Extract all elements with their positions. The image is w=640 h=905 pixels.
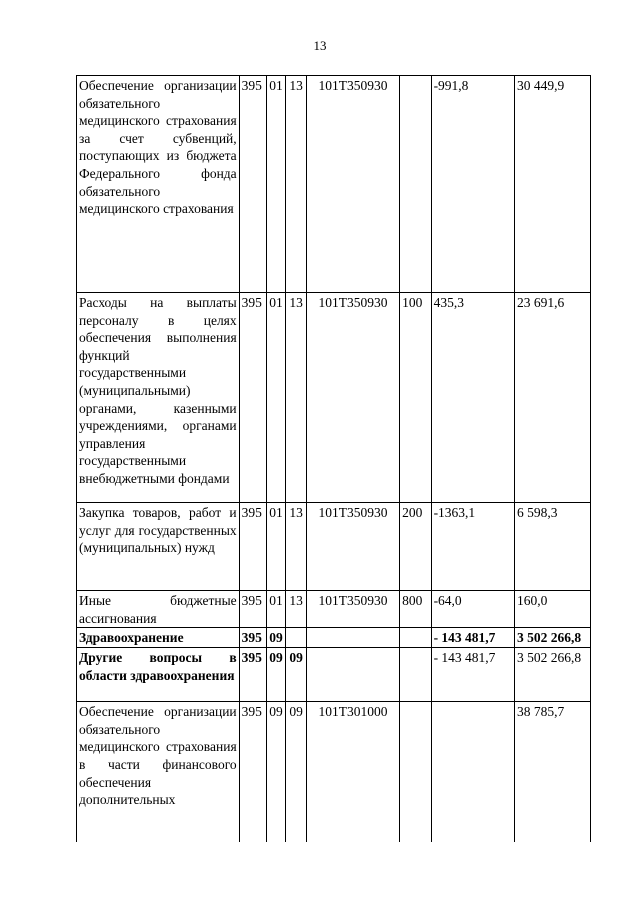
change-amount-cell: - 143 481,7 (431, 648, 514, 702)
row-name-cell: Закупка товаров, работ и услуг для государственных (муниципальных) нужд (77, 503, 240, 591)
expense-type-cell (400, 628, 431, 648)
total-amount-cell: 160,0 (515, 591, 591, 628)
target-article-cell (306, 648, 399, 702)
table-row (77, 628, 591, 648)
total-amount-cell: 3 502 266,8 (515, 648, 591, 702)
subsection-cell: 09 (286, 648, 307, 702)
total-amount-cell: 30 449,9 (515, 76, 591, 293)
change-amount-cell (431, 702, 514, 842)
subsection-cell: 09 (286, 702, 307, 842)
change-amount-cell: - 143 481,7 (431, 628, 514, 648)
subsection-cell: 13 (286, 591, 307, 628)
target-article-cell: 101Т350930 (306, 591, 399, 628)
target-article-cell: 101Т350930 (306, 76, 399, 293)
table-row (77, 76, 591, 293)
change-amount-cell: -1363,1 (431, 503, 514, 591)
grbs-cell: 395 (239, 293, 266, 503)
grbs-cell: 395 (239, 591, 266, 628)
section-cell: 09 (266, 648, 286, 702)
section-cell: 01 (266, 76, 286, 293)
section-cell: 09 (266, 702, 286, 842)
section-cell: 01 (266, 591, 286, 628)
subsection-cell: 13 (286, 293, 307, 503)
row-name-cell: Обеспечение организации обязательного медицинского страхования в части финансового обеспечения дополнительных (77, 702, 240, 842)
expense-type-cell: 200 (400, 503, 431, 591)
change-amount-cell: -991,8 (431, 76, 514, 293)
row-name-cell: Здравоохранение (77, 628, 240, 648)
subsection-cell (286, 628, 307, 648)
row-name-cell: Расходы на выплаты персоналу в целях обеспечения выполнения функций государственными (муниципальными) органами, казенными учреждениями, органами управления государственными внебюджетными фондами (77, 293, 240, 503)
total-amount-cell: 38 785,7 (515, 702, 591, 842)
total-amount-cell: 3 502 266,8 (515, 628, 591, 648)
total-amount-cell: 23 691,6 (515, 293, 591, 503)
grbs-cell: 395 (239, 76, 266, 293)
grbs-cell: 395 (239, 648, 266, 702)
row-name-cell: Иные бюджетные ассигнования (77, 591, 240, 628)
table-row (77, 648, 591, 702)
change-amount-cell: -64,0 (431, 591, 514, 628)
target-article-cell (306, 628, 399, 648)
table-row (77, 293, 591, 503)
expense-type-cell: 800 (400, 591, 431, 628)
row-name-cell: Другие вопросы в области здравоохранения (77, 648, 240, 702)
expense-type-cell (400, 648, 431, 702)
total-amount-cell: 6 598,3 (515, 503, 591, 591)
table-row (77, 503, 591, 591)
expense-type-cell (400, 702, 431, 842)
grbs-cell: 395 (239, 503, 266, 591)
target-article-cell: 101Т350930 (306, 503, 399, 591)
table-row (77, 591, 591, 628)
row-name-cell: Обеспечение организации обязательного медицинского страхования за счет субвенций, поступающих из бюджета Федерального фонда обязательного медицинского страхования (77, 76, 240, 293)
subsection-cell: 13 (286, 503, 307, 591)
page-number: 13 (313, 38, 327, 53)
section-cell: 01 (266, 293, 286, 503)
grbs-cell: 395 (239, 628, 266, 648)
expense-type-cell (400, 76, 431, 293)
change-amount-cell: 435,3 (431, 293, 514, 503)
budget-table (76, 75, 591, 842)
table-row (77, 702, 591, 842)
target-article-cell: 101Т350930 (306, 293, 399, 503)
expense-type-cell: 100 (400, 293, 431, 503)
grbs-cell: 395 (239, 702, 266, 842)
section-cell: 01 (266, 503, 286, 591)
section-cell: 09 (266, 628, 286, 648)
subsection-cell: 13 (286, 76, 307, 293)
target-article-cell: 101Т301000 (306, 702, 399, 842)
